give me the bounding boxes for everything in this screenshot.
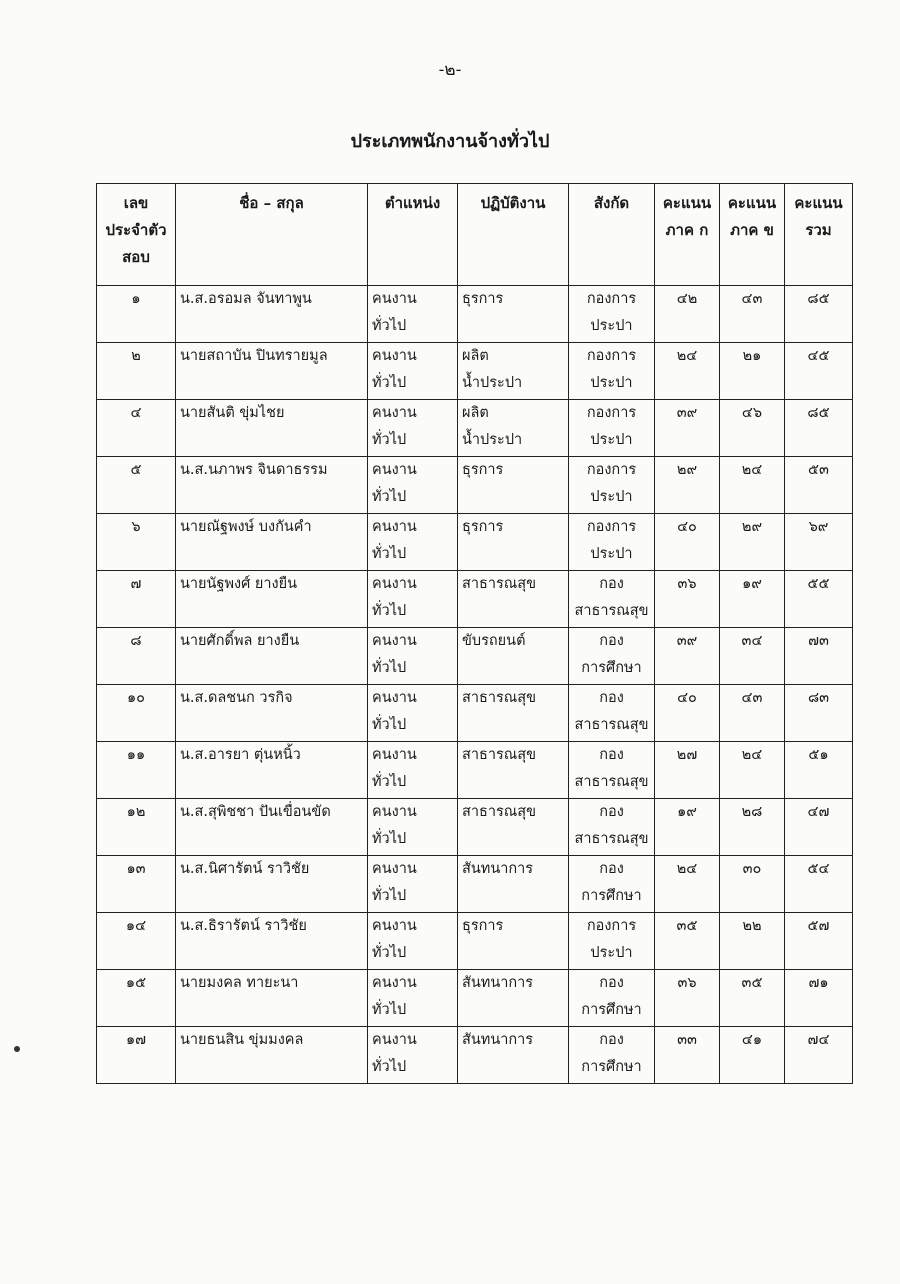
score-a-cell-line-1: ๔๐ [677,519,697,535]
score-a-cell [655,913,720,970]
position-cell-line-1: คนงาน [372,804,417,820]
score-b-cell [720,799,785,856]
header-work: ปฏิบัติงาน [458,184,569,286]
position-cell-line-1: คนงาน [372,405,417,421]
total-score-cell [785,856,853,913]
score-b-cell-line-1: ๒๘ [741,804,763,820]
exam-id-cell-line-1: ๖ [131,519,141,535]
position-cell-line-1: คนงาน [372,1032,417,1048]
position-cell-line-1: คนงาน [372,918,417,934]
dept-cell-line-2: ประปา [590,546,633,562]
header-total-line-1: คะแนน [794,194,843,212]
header-total [785,184,853,286]
position-cell-line-2: ทั่วไป [372,603,407,619]
score-a-cell [655,970,720,1027]
table-row [97,685,853,742]
score-a-cell-line-1: ๔๐ [677,690,697,706]
score-table [96,183,853,1084]
score-a-cell-line-1: ๓๙ [676,633,698,649]
total-score-cell-line-1: ๘๕ [807,405,830,421]
dept-cell [569,799,655,856]
score-b-cell [720,514,785,571]
score-a-cell-line-1: ๓๙ [676,405,698,421]
exam-id-cell [97,1027,176,1084]
position-cell-line-1: คนงาน [372,975,417,991]
position-cell-line-1: คนงาน [372,348,417,364]
exam-id-cell [97,400,176,457]
total-score-cell-line-1: ๖๙ [808,519,829,535]
position-cell-line-1: คนงาน [372,861,417,877]
score-b-cell-line-1: ๑๙ [742,576,762,592]
total-score-cell [785,286,853,343]
exam-id-cell [97,571,176,628]
name-cell-line-1: นายศักดิ์พล ยางยืน [180,633,300,649]
work-cell-line-1: ผลิต [462,348,489,364]
name-cell-line-1: นายณัฐพงษ์ บงกันคำ [180,519,312,535]
work-cell [458,856,569,913]
score-b-cell-line-1: ๒๙ [741,519,763,535]
table-row [97,742,853,799]
work-cell-line-1: ธุรการ [462,291,504,307]
work-cell-line-1: ผลิต [462,405,489,421]
exam-id-cell [97,856,176,913]
score-a-cell [655,400,720,457]
position-cell-line-2: ทั่วไป [372,1059,407,1075]
position-cell-line-1: คนงาน [372,747,417,763]
exam-id-cell-line-1: ๑๓ [126,861,146,877]
work-cell [458,685,569,742]
score-b-cell-line-1: ๓๔ [741,633,763,649]
score-a-cell-line-1: ๒๔ [676,861,698,877]
header-row [97,184,853,286]
dept-cell-line-1: กอง [599,804,624,820]
exam-id-cell-line-1: ๑๕ [125,975,147,991]
score-b-cell [720,1027,785,1084]
total-score-cell [785,514,853,571]
position-cell-line-2: ทั่วไป [372,375,407,391]
name-cell-line-1: นายนัฐพงศ์ ยางยืน [180,576,298,592]
dept-cell-line-2: การศึกษา [581,660,642,676]
score-b-cell-line-1: ๒๔ [741,747,763,763]
table-row [97,514,853,571]
header-exam-id-line-3: สอบ [122,248,150,266]
total-score-cell [785,799,853,856]
score-a-cell [655,1027,720,1084]
name-cell [176,400,368,457]
exam-id-cell-line-1: ๑๗ [125,1032,147,1048]
position-cell-line-2: ทั่วไป [372,318,407,334]
name-cell [176,856,368,913]
name-cell [176,970,368,1027]
header-exam-id [97,184,176,286]
total-score-cell [785,571,853,628]
score-a-cell [655,457,720,514]
position-cell-line-1: คนงาน [372,462,417,478]
exam-id-cell [97,514,176,571]
dept-cell [569,1027,655,1084]
work-cell-line-1: สันทนาการ [462,975,534,991]
exam-id-cell [97,799,176,856]
header-score-a-line-2: ภาค ก [665,221,709,239]
name-cell-line-1: น.ส.สุพิชชา ปันเขื่อนขัด [180,804,331,820]
position-cell [368,742,458,799]
dept-cell-line-2: ประปา [590,432,633,448]
work-cell [458,1027,569,1084]
table-row [97,343,853,400]
dept-cell-line-1: กอง [599,576,624,592]
total-score-cell [785,1027,853,1084]
work-cell [458,400,569,457]
total-score-cell-line-1: ๕๔ [807,861,830,877]
table-row [97,856,853,913]
work-cell [458,286,569,343]
score-b-cell [720,856,785,913]
name-cell [176,457,368,514]
work-cell-line-1: สันทนาการ [462,1032,534,1048]
header-total-line-2: รวม [805,221,832,239]
work-cell-line-1: สาธารณสุข [462,804,536,820]
dept-cell [569,400,655,457]
score-a-cell [655,628,720,685]
score-b-cell-line-1: ๔๖ [741,405,763,421]
score-b-cell [720,742,785,799]
name-cell [176,514,368,571]
exam-id-cell [97,457,176,514]
dept-cell [569,286,655,343]
exam-id-cell [97,343,176,400]
dept-cell-line-2: การศึกษา [581,1002,642,1018]
header-name: ชื่อ – สกุล [176,184,368,286]
name-cell-line-1: น.ส.ดลชนก วรกิจ [180,690,293,706]
work-cell [458,514,569,571]
exam-id-cell-line-1: ๑๑ [126,747,146,763]
score-a-cell-line-1: ๒๗ [676,747,698,763]
exam-id-cell-line-1: ๒ [131,348,141,364]
name-cell [176,685,368,742]
work-cell [458,799,569,856]
dept-cell-line-2: สาธารณสุข [574,717,649,733]
position-cell-line-2: ทั่วไป [372,432,407,448]
dept-cell-line-2: สาธารณสุข [574,603,649,619]
position-cell [368,685,458,742]
position-cell [368,628,458,685]
exam-id-cell [97,628,176,685]
score-b-cell-line-1: ๔๑ [741,1032,763,1048]
position-cell-line-2: ทั่วไป [372,1002,407,1018]
header-score-b [720,184,785,286]
name-cell-line-1: นายมงคล ทายะนา [180,975,299,991]
name-cell-line-1: นายสถาบัน ปินทรายมูล [180,348,328,364]
name-cell-line-1: น.ส.อารยา ตุ่นหนิ้ว [180,747,301,763]
score-a-cell-line-1: ๓๖ [677,576,697,592]
score-a-cell [655,343,720,400]
position-cell [368,286,458,343]
name-cell [176,286,368,343]
position-cell-line-2: ทั่วไป [372,717,407,733]
total-score-cell [785,343,853,400]
position-cell [368,856,458,913]
total-score-cell [785,628,853,685]
dept-cell-line-1: กองการ [586,918,637,934]
header-exam-id-line-1: เลข [123,194,149,212]
total-score-cell-line-1: ๕๕ [807,576,830,592]
name-cell [176,343,368,400]
table-row [97,457,853,514]
work-cell-line-1: สาธารณสุข [462,576,536,592]
exam-id-cell [97,742,176,799]
work-cell-line-1: สาธารณสุข [462,690,536,706]
work-cell [458,343,569,400]
name-cell-line-1: นายสันติ ขุ่มไชย [180,405,285,421]
total-score-cell-line-1: ๗๓ [808,633,829,649]
work-cell-line-1: สาธารณสุข [462,747,536,763]
score-a-cell [655,856,720,913]
table-row [97,1027,853,1084]
table-row [97,970,853,1027]
header-position: ตำแหน่ง [368,184,458,286]
position-cell-line-2: ทั่วไป [372,489,407,505]
dept-cell [569,742,655,799]
score-a-cell [655,286,720,343]
dept-cell-line-1: กอง [599,633,624,649]
header-score-a [655,184,720,286]
dept-cell-line-1: กองการ [586,348,637,364]
name-cell-line-1: น.ส.นิศารัตน์ ราวิชัย [180,861,310,877]
total-score-cell [785,400,853,457]
dept-cell [569,343,655,400]
dept-cell-line-1: กอง [599,1032,624,1048]
total-score-cell-line-1: ๘๓ [807,690,830,706]
work-cell [458,571,569,628]
total-score-cell-line-1: ๗๑ [808,975,829,991]
position-cell [368,970,458,1027]
work-cell-line-2: น้ำประปา [462,375,523,391]
name-cell-line-1: น.ส.นภาพร จินดาธรรม [180,462,328,478]
exam-id-cell-line-1: ๑ [131,291,141,307]
name-cell-line-1: น.ส.อรอมล จันทาพูน [180,291,312,307]
position-cell-line-1: คนงาน [372,291,417,307]
table-row [97,913,853,970]
dept-cell [569,856,655,913]
work-cell-line-1: ขับรถยนต์ [462,633,526,649]
dept-cell [569,571,655,628]
exam-id-cell-line-1: ๑๒ [126,804,146,820]
exam-id-cell [97,685,176,742]
total-score-cell-line-1: ๔๗ [807,804,830,820]
position-cell [368,799,458,856]
table-row [97,628,853,685]
dept-cell [569,514,655,571]
score-a-cell [655,799,720,856]
name-cell-line-1: นายธนสิน ขุ่มมงคล [180,1032,304,1048]
position-cell [368,571,458,628]
work-cell-line-2: น้ำประปา [462,432,523,448]
score-b-cell [720,343,785,400]
score-b-cell-line-1: ๒๔ [741,462,763,478]
table-body [97,286,853,1084]
dept-cell-line-1: กองการ [586,462,637,478]
total-score-cell-line-1: ๘๕ [807,291,830,307]
work-cell-line-1: ธุรการ [462,462,504,478]
position-cell [368,343,458,400]
position-cell [368,913,458,970]
table-row [97,400,853,457]
dept-cell-line-2: ประปา [590,318,633,334]
score-b-cell [720,685,785,742]
work-cell [458,457,569,514]
dept-cell-line-2: ประปา [590,375,633,391]
score-b-cell [720,400,785,457]
dept-cell-line-1: กอง [599,690,624,706]
position-cell-line-1: คนงาน [372,690,417,706]
work-cell-line-1: ธุรการ [462,918,504,934]
score-a-cell-line-1: ๑๙ [677,804,697,820]
score-b-cell [720,457,785,514]
header-score-b-line-1: คะแนน [727,194,777,212]
position-cell-line-2: ทั่วไป [372,831,407,847]
total-score-cell-line-1: ๗๔ [807,1032,830,1048]
total-score-cell-line-1: ๕๑ [808,747,829,763]
position-cell [368,1027,458,1084]
score-a-cell-line-1: ๓๖ [677,975,697,991]
total-score-cell-line-1: ๕๓ [808,462,829,478]
exam-id-cell-line-1: ๔ [130,405,142,421]
exam-id-cell-line-1: ๑๔ [125,918,147,934]
dept-cell-line-2: ประปา [590,945,633,961]
score-a-cell [655,571,720,628]
exam-id-cell [97,286,176,343]
header-exam-id-line-2: ประจำตัว [105,221,167,239]
work-cell-line-1: ธุรการ [462,519,504,535]
total-score-cell [785,685,853,742]
name-cell [176,742,368,799]
score-a-cell-line-1: ๓๕ [676,918,698,934]
position-cell-line-2: ทั่วไป [372,888,407,904]
dept-cell-line-1: กอง [599,747,624,763]
score-b-cell-line-1: ๓๐ [742,861,762,877]
table-row [97,286,853,343]
dept-cell-line-2: สาธารณสุข [574,774,649,790]
dept-cell-line-1: กองการ [586,519,637,535]
score-b-cell-line-1: ๔๓ [741,690,763,706]
exam-id-cell-line-1: ๑๐ [126,690,146,706]
score-a-cell-line-1: ๒๔ [676,348,698,364]
position-cell-line-1: คนงาน [372,633,417,649]
score-b-cell [720,628,785,685]
total-score-cell [785,742,853,799]
work-cell [458,913,569,970]
dept-cell [569,913,655,970]
name-cell [176,1027,368,1084]
total-score-cell-line-1: ๔๕ [807,348,830,364]
table-row [97,799,853,856]
dept-cell-line-1: กองการ [586,405,637,421]
work-cell-line-1: สันทนาการ [462,861,534,877]
score-b-cell [720,286,785,343]
dept-cell [569,628,655,685]
name-cell [176,799,368,856]
dept-cell [569,970,655,1027]
score-b-cell-line-1: ๒๑ [742,348,762,364]
scan-speck [14,1046,20,1052]
exam-id-cell-line-1: ๗ [130,576,142,592]
exam-id-cell-line-1: ๘ [130,633,142,649]
header-score-a-line-1: คะแนน [662,194,712,212]
dept-cell [569,685,655,742]
work-cell [458,742,569,799]
position-cell-line-2: ทั่วไป [372,546,407,562]
dept-cell-line-2: ประปา [590,489,633,505]
score-b-cell-line-1: ๔๓ [741,291,763,307]
score-b-cell [720,571,785,628]
document-title: ประเภทพนักงานจ้างทั่วไป [350,131,550,152]
name-cell-line-1: น.ส.ธิรารัตน์ ราวิชัย [180,918,307,934]
dept-cell-line-2: การศึกษา [581,888,642,904]
dept-cell-line-1: กอง [599,861,624,877]
total-score-cell [785,457,853,514]
position-cell-line-2: ทั่วไป [372,774,407,790]
score-b-cell [720,913,785,970]
total-score-cell [785,913,853,970]
position-cell-line-2: ทั่วไป [372,945,407,961]
score-a-cell-line-1: ๓๓ [677,1032,697,1048]
name-cell [176,913,368,970]
exam-id-cell [97,970,176,1027]
work-cell [458,628,569,685]
position-cell-line-1: คนงาน [372,519,417,535]
page-number: -๒- [438,60,462,80]
header-dept: สังกัด [569,184,655,286]
exam-id-cell-line-1: ๕ [130,462,142,478]
position-cell [368,400,458,457]
dept-cell-line-1: กอง [599,975,624,991]
total-score-cell [785,970,853,1027]
total-score-cell-line-1: ๕๗ [807,918,830,934]
table-row [97,571,853,628]
position-cell-line-2: ทั่วไป [372,660,407,676]
score-a-cell-line-1: ๔๒ [676,291,698,307]
score-a-cell [655,514,720,571]
dept-cell-line-1: กองการ [586,291,637,307]
name-cell [176,571,368,628]
dept-cell-line-2: สาธารณสุข [574,831,649,847]
work-cell [458,970,569,1027]
position-cell [368,457,458,514]
position-cell-line-1: คนงาน [372,576,417,592]
name-cell [176,628,368,685]
score-a-cell [655,742,720,799]
score-a-cell-line-1: ๒๙ [676,462,698,478]
dept-cell [569,457,655,514]
score-a-cell [655,685,720,742]
score-b-cell [720,970,785,1027]
dept-cell-line-2: การศึกษา [581,1059,642,1075]
exam-id-cell [97,913,176,970]
position-cell [368,514,458,571]
header-score-b-line-2: ภาค ข [730,221,774,239]
score-b-cell-line-1: ๒๒ [742,918,762,934]
score-b-cell-line-1: ๓๕ [741,975,763,991]
